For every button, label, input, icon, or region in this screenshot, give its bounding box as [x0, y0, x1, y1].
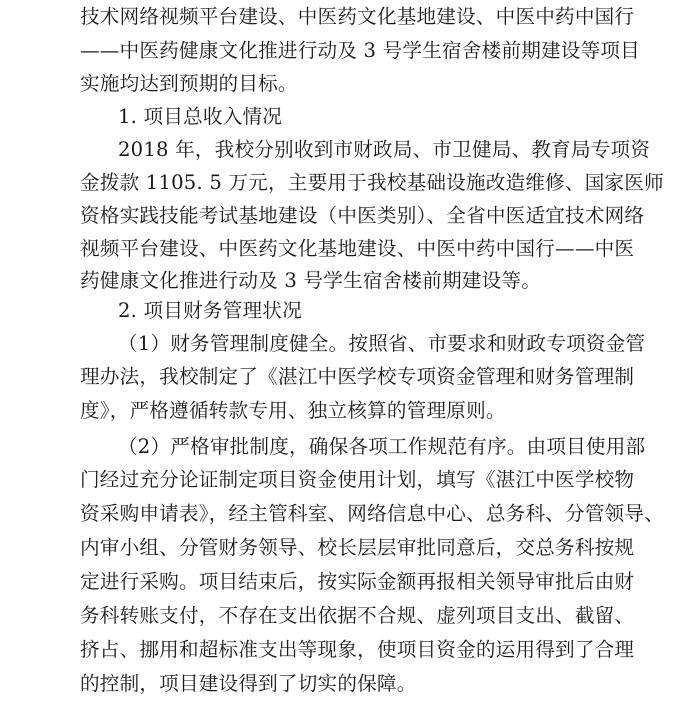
text-line: 务科转账支付，不存在支出依据不合规、虚列项目支出、截留、 [80, 604, 635, 627]
text-line: 门经过充分论证制定项目资金使用计划，填写《湛江中医学校物 [80, 468, 635, 491]
text-line: 资格实践技能考试基地建设（中医类别）、全省中医适宜技术网络 [80, 204, 645, 227]
paragraph-start: （2）严格审批制度，确保各项工作规范有序。由项目使用部 [118, 435, 646, 458]
text-line: 定进行采购。项目结束后，按实际金额再报相关领导审批后由财 [80, 570, 635, 593]
text-line: 技术网络视频平台建设、中医药文化基地建设、中医中药中国行 [80, 5, 635, 28]
text-line: 度》，严格遵循转款专用、独立核算的管理原则。 [80, 399, 506, 422]
text-line: ——中医药健康文化推进行动及 3 号学生宿舍楼前期建设等项目 [80, 39, 640, 62]
text-line: 实施均达到预期的目标。 [80, 72, 298, 95]
paragraph-start: 2018 年，我校分别收到市财政局、市卫健局、教育局专项资 [118, 138, 651, 161]
text-line: 理办法，我校制定了《湛江中医学校专项资金管理和财务管理制 [80, 365, 635, 388]
text-line: 金拨款 1105. 5 万元，主要用于我校基础设施改造维修、国家医师 [80, 171, 664, 194]
text-line: 视频平台建设、中医药文化基地建设、中医中药中国行——中医 [80, 237, 635, 260]
text-line: 药健康文化推进行动及 3 号学生宿舍楼前期建设等。 [80, 269, 541, 292]
text-line: 挤占、挪用和超标准支出等现象，使项目资金的运用得到了合理 [80, 638, 635, 661]
text-line: 的控制，项目建设得到了切实的保障。 [80, 672, 417, 695]
text-line: 资采购申请表》，经主管科室、网络信息中心、总务科、分管领导、 [80, 502, 665, 525]
text-line: 内审小组、分管财务领导、校长层层审批同意后，交总务科按规 [80, 536, 635, 559]
paragraph-start: （1）财务管理制度健全。按照省、市要求和财政专项资金管 [118, 332, 646, 355]
section-heading: 1. 项目总收入情况 [118, 105, 283, 128]
section-heading: 2. 项目财务管理状况 [118, 299, 302, 322]
